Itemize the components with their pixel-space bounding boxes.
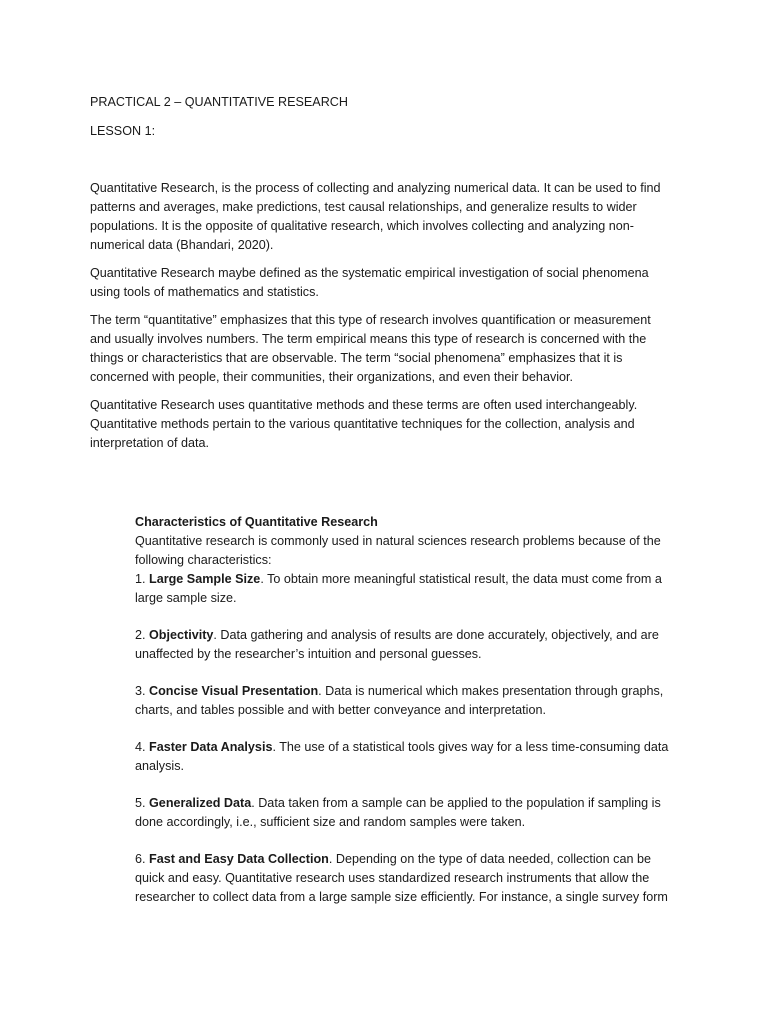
item-term: Fast and Easy Data Collection <box>149 852 329 866</box>
item-term: Generalized Data <box>149 796 252 810</box>
item-number: 5. <box>135 796 150 810</box>
item-text: . Data is numerical which makes presentation through graphs, charts, and tables possible and with better conveyance and interpretation. <box>135 684 664 717</box>
item-term: Concise Visual Presentation <box>149 684 319 698</box>
item-text: . Depending on the type of data needed, collection can be quick and easy. Quantitative research uses standardized research instruments that allow the researcher to collect data from a large sample size efficiently. For instance, a single survey form <box>135 852 668 904</box>
paragraph: Quantitative Research maybe defined as the systematic empirical investigation of social phenomena using tools of mathematics and statistics. <box>90 266 649 299</box>
item-number: 1. <box>135 572 150 586</box>
document-title: PRACTICAL 2 – QUANTITATIVE RESEARCH <box>90 95 348 109</box>
item-number: 6. <box>135 852 150 866</box>
item-term: Faster Data Analysis <box>149 740 273 754</box>
item-term: Large Sample Size <box>149 572 261 586</box>
list-item <box>135 738 675 776</box>
intro-section <box>90 179 672 462</box>
section-lead: Quantitative research is commonly used in natural sciences research problems because of the following characteristics: <box>135 534 661 567</box>
paragraph: Quantitative Research uses quantitative methods and these terms are often used interchangeably. Quantitative methods pertain to the various quantitative techniques for the collection, analysis and interpretation of data. <box>90 398 638 450</box>
item-term: Objectivity <box>149 628 214 642</box>
characteristics-section <box>135 513 675 925</box>
item-text: . Data taken from a sample can be applied to the population if sampling is done accordingly, i.e., sufficient size and random samples were taken. <box>135 796 661 829</box>
list-item <box>135 626 675 664</box>
item-text: . To obtain more meaningful statistical result, the data must come from a large sample size. <box>135 572 662 605</box>
item-text: . Data gathering and analysis of results are done accurately, objectively, and are unaffected by the researcher’s intuition and personal guesses. <box>135 628 659 661</box>
list-item <box>135 794 675 832</box>
list-item <box>135 682 675 720</box>
list-item <box>135 850 675 907</box>
lesson-heading: LESSON 1: <box>90 124 156 138</box>
paragraph: Quantitative Research, is the process of collecting and analyzing numerical data. It can be used to find patterns and averages, make predictions, test causal relationships, and generalize results to wider populations. It is the opposite of qualitative research, which involves collecting and analyzing non-numerical data (Bhandari, 2020). <box>90 181 661 252</box>
item-text: . The use of a statistical tools gives way for a less time-consuming data analysis. <box>135 740 669 773</box>
item-number: 4. <box>135 740 150 754</box>
item-number: 3. <box>135 684 150 698</box>
item-number: 2. <box>135 628 150 642</box>
list-item <box>135 570 675 608</box>
section-title: Characteristics of Quantitative Research <box>135 515 378 529</box>
paragraph: The term “quantitative” emphasizes that this type of research involves quantification or measurement and usually involves numbers. The term empirical means this type of research is concerned with the things or characteristics that are observable. The term “social phenomena” emphasizes that it is concerned with people, their communities, their organizations, and even their behavior. <box>90 313 651 384</box>
